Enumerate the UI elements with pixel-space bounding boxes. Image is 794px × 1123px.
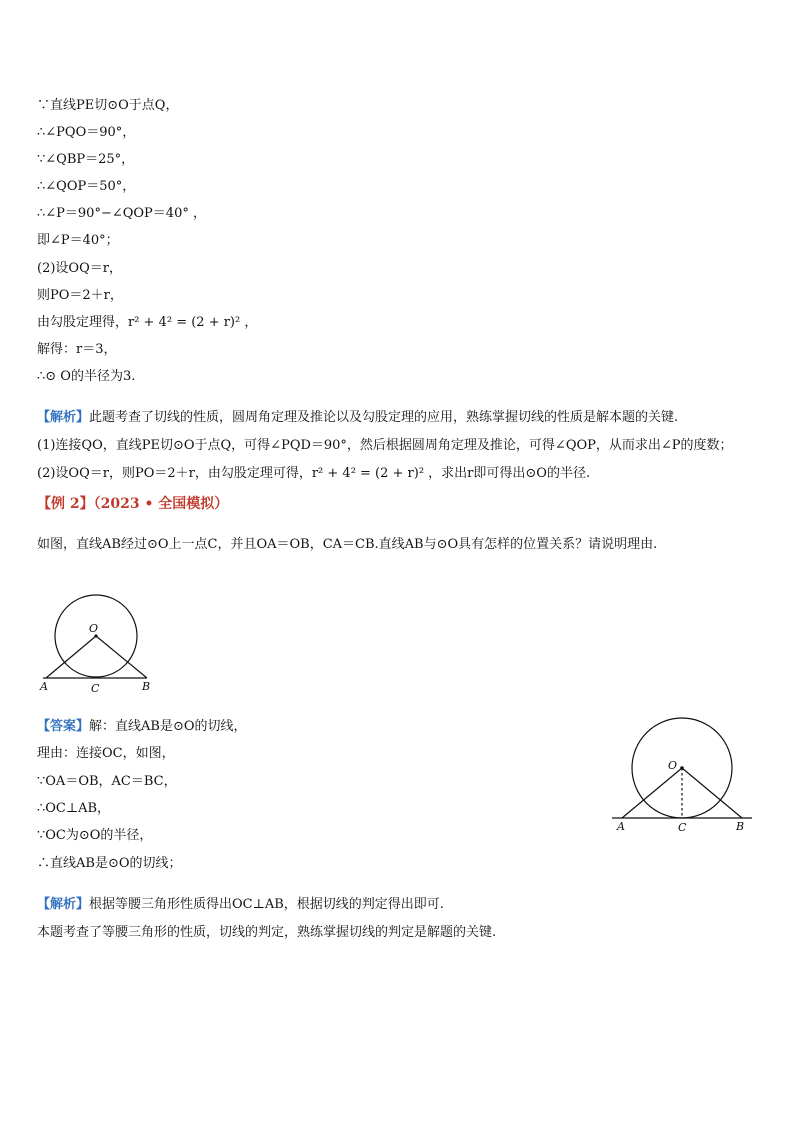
figure-circle-tangent-with-oc <box>608 716 758 841</box>
label-b: B <box>736 820 745 833</box>
segment-ob <box>96 636 147 678</box>
example-heading <box>37 493 228 513</box>
proof-line-8: 则PO＝2＋r， <box>37 288 123 303</box>
answer-line-1 <box>37 719 247 735</box>
proof-line-4: ∴∠QOP＝50°， <box>37 179 136 194</box>
example-source: （2023 • 全国模拟） <box>93 496 229 512</box>
answer-line-3: ∵OA＝OB，AC＝BC， <box>37 774 177 789</box>
label-c: C <box>91 682 100 695</box>
analysis2-line-1 <box>37 897 444 913</box>
proof-line-6: 即∠P＝40°； <box>37 233 119 248</box>
segment-oa <box>46 636 96 678</box>
analysis-paragraph-1 <box>37 410 678 426</box>
answer-line-2: 理由：连接OC，如图， <box>37 746 175 761</box>
analysis-text: 此题考查了切线的性质，圆周角定理及推论以及勾股定理的应用，熟练掌握切线的性质是解本题的关键. <box>89 410 679 425</box>
answer-line-5: ∵OC为⊙O的半径， <box>37 828 153 843</box>
label-o: O <box>89 622 99 635</box>
answer-text: 解：直线AB是⊙O的切线， <box>89 719 247 734</box>
proof-line-3: ∵∠QBP＝25°， <box>37 152 135 167</box>
proof-line-2: ∴∠PQO＝90°， <box>37 125 136 140</box>
segment-oa <box>622 768 682 818</box>
analysis2-tag: 【解析】 <box>37 897 90 912</box>
proof-line-5: ∴∠P＝90°−∠QOP＝40° ， <box>37 206 206 221</box>
proof-line-11: ∴⊙ O的半径为3. <box>37 369 136 384</box>
figure-circle-tangent <box>34 588 164 696</box>
label-a: A <box>617 820 625 833</box>
proof-line-1: ∵直线PE切⊙O于点Q， <box>37 98 179 113</box>
point-o <box>680 766 684 770</box>
answer-line-6: ∴直线AB是⊙O的切线； <box>37 856 182 871</box>
segment-ob <box>682 768 742 818</box>
example-question: 如图，直线AB经过⊙O上一点C，并且OA＝OB，CA＝CB.直线AB与⊙O具有怎样的位置关系？请说明理由. <box>37 537 658 552</box>
label-c: C <box>678 821 687 834</box>
analysis-line-3: (2)设OQ＝r，则PO＝2＋r，由勾股定理可得，r² + 4² = (2 + r)² ，求出r即可得出⊙O的半径. <box>37 466 591 481</box>
analysis2-text: 根据等腰三角形性质得出OC⊥AB，根据切线的判定得出即可. <box>89 897 444 912</box>
label-o: O <box>668 759 678 772</box>
answer-tag: 【答案】 <box>37 719 90 734</box>
analysis-line-2: (1)连接QO，直线PE切⊙O于点Q，可得∠PQD＝90°，然后根据圆周角定理及推论，可得∠QOP，从而求出∠P的度数； <box>37 438 733 453</box>
proof-line-9: 由勾股定理得，r² + 4² = (2 + r)² ， <box>37 315 258 330</box>
proof-line-7: (2)设OQ＝r， <box>37 261 122 276</box>
example-tag: 【例 2】 <box>37 496 94 512</box>
label-b: B <box>142 680 151 693</box>
analysis-tag: 【解析】 <box>37 410 90 425</box>
answer-line-4: ∴OC⊥AB， <box>37 801 111 816</box>
proof-line-10: 解得：r＝3， <box>37 342 117 357</box>
label-a: A <box>40 680 48 693</box>
analysis2-line-2: 本题考查了等腰三角形的性质，切线的判定，熟练掌握切线的判定是解题的关键. <box>37 925 497 940</box>
